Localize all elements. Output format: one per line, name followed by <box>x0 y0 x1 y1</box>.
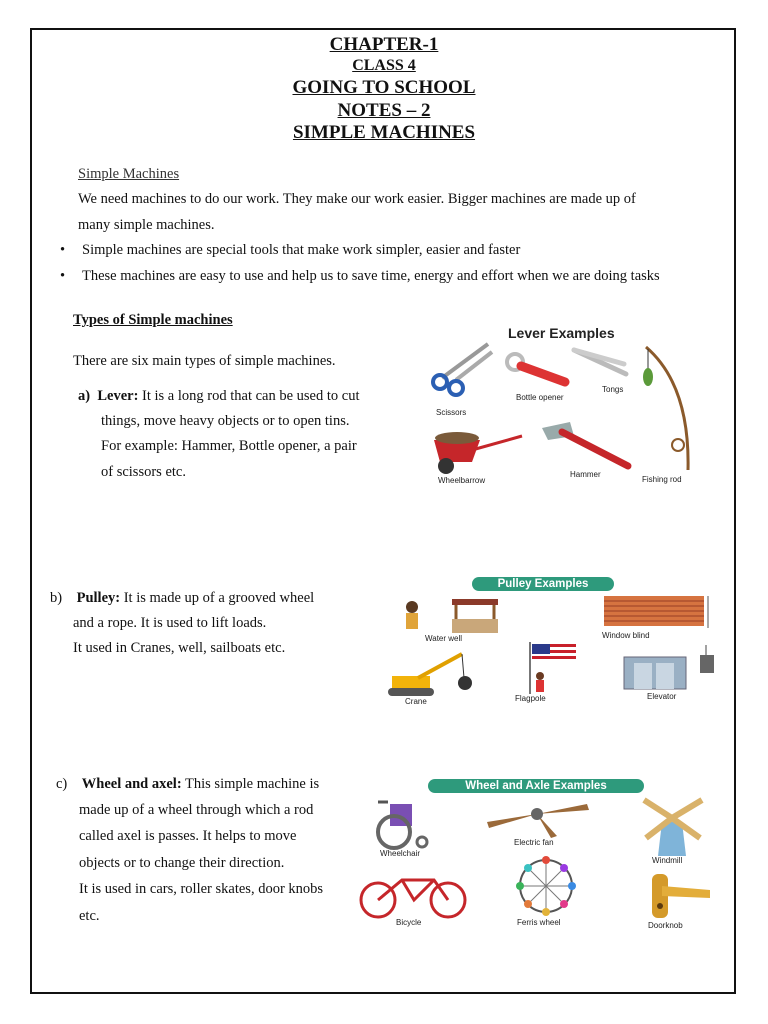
water-well-illustration <box>398 597 503 635</box>
wheel-caption: Bicycle <box>396 918 422 927</box>
lever-caption: Bottle opener <box>516 393 564 402</box>
hammer-illustration <box>540 418 635 473</box>
fishing-rod-illustration <box>640 345 700 475</box>
wheelbarrow-illustration <box>432 428 527 478</box>
topic-heading: SIMPLE MACHINES <box>292 122 476 143</box>
bicycle-illustration <box>358 870 470 920</box>
wheelchair-illustration <box>364 798 434 850</box>
electric-fan-illustration <box>483 800 593 840</box>
pulley-term: Pulley: <box>76 590 121 606</box>
intro-paragraph-line: We need machines to do our work. They make our work easier. Bigger machines are made up of <box>78 191 636 207</box>
lever-paragraph-line: of scissors etc. <box>101 464 186 480</box>
wheel-caption: Doorknob <box>648 921 683 930</box>
pulley-figure-title: Pulley Examples <box>472 577 614 591</box>
lever-figure-title: Lever Examples <box>508 325 615 341</box>
bullet-item: • Simple machines are special tools that make work simpler, easier and faster <box>82 242 520 259</box>
section-heading-types: Types of Simple machines <box>73 312 233 328</box>
pulley-marker: b) <box>50 590 63 606</box>
title-heading: GOING TO SCHOOL <box>292 77 476 98</box>
bottle-opener-illustration <box>505 352 575 392</box>
wheel-paragraph-line: objects or to change their direction. <box>79 855 285 871</box>
pulley-paragraph-line: It used in Cranes, well, sailboats etc. <box>73 640 286 656</box>
lever-caption: Hammer <box>570 470 601 479</box>
bullet-item: • These machines are easy to use and help us to save time, energy and effort when we are doing tasks <box>82 268 660 285</box>
lever-paragraph-line: For example: Hammer, Bottle opener, a pair <box>101 438 357 454</box>
pulley-caption: Window blind <box>602 631 650 640</box>
wheel-term: Wheel and axel: <box>81 776 182 792</box>
types-intro: There are six main types of simple machines. <box>73 353 336 369</box>
section-heading-simple-machines: Simple Machines <box>78 166 180 182</box>
doorknob-illustration <box>648 872 718 922</box>
wheel-figure-title: Wheel and Axle Examples <box>428 779 644 793</box>
wheel-caption: Ferris wheel <box>517 918 561 927</box>
lever-paragraph-line: things, move heavy objects or to open tins. <box>101 413 350 429</box>
lever-caption: Scissors <box>436 408 467 417</box>
wheel-paragraph-line: called axel is passes. It helps to move <box>79 828 297 844</box>
pulley-caption: Elevator <box>647 692 677 701</box>
pulley-text: It is made up of a grooved wheel <box>120 590 315 606</box>
intro-paragraph-line: many simple machines. <box>78 217 215 233</box>
crane-illustration <box>388 650 478 698</box>
wheel-paragraph-line: etc. <box>79 908 100 924</box>
lever-marker: a) <box>78 388 91 404</box>
lever-paragraph-line <box>78 388 359 405</box>
lever-caption: Fishing rod <box>642 475 682 484</box>
wheel-caption: Electric fan <box>514 838 554 847</box>
pulley-caption: Flagpole <box>515 694 546 703</box>
lever-text: It is a long rod that can be used to cut <box>138 388 360 404</box>
ferris-wheel-illustration <box>505 856 587 918</box>
tongs-illustration <box>570 344 630 380</box>
lever-caption: Wheelbarrow <box>438 476 486 485</box>
window-blind-illustration <box>604 596 714 630</box>
pulley-paragraph-line <box>50 590 314 607</box>
pulley-caption: Crane <box>405 697 427 706</box>
wheel-paragraph-line <box>56 776 319 793</box>
wheel-paragraph-line: It is used in cars, roller skates, door knobs <box>79 881 324 897</box>
wheel-caption: Wheelchair <box>380 849 421 858</box>
scissors-illustration <box>430 340 500 405</box>
pulley-paragraph-line: and a rope. It is used to lift loads. <box>73 615 267 631</box>
wheel-text: This simple machine is <box>181 776 320 792</box>
wheel-paragraph-line: made up of a wheel through which a rod <box>79 802 314 818</box>
windmill-illustration <box>636 796 708 858</box>
pulley-caption: Water well <box>425 634 463 643</box>
flagpole-illustration <box>522 640 578 694</box>
class-heading: CLASS 4 <box>352 57 416 74</box>
wheel-marker: c) <box>56 776 68 792</box>
notes-heading: NOTES – 2 <box>337 100 431 121</box>
elevator-illustration <box>622 645 722 691</box>
chapter-heading: CHAPTER-1 <box>329 34 439 55</box>
lever-term: Lever: <box>97 388 139 404</box>
wheel-caption: Windmill <box>652 856 683 865</box>
lever-caption: Tongs <box>602 385 624 394</box>
